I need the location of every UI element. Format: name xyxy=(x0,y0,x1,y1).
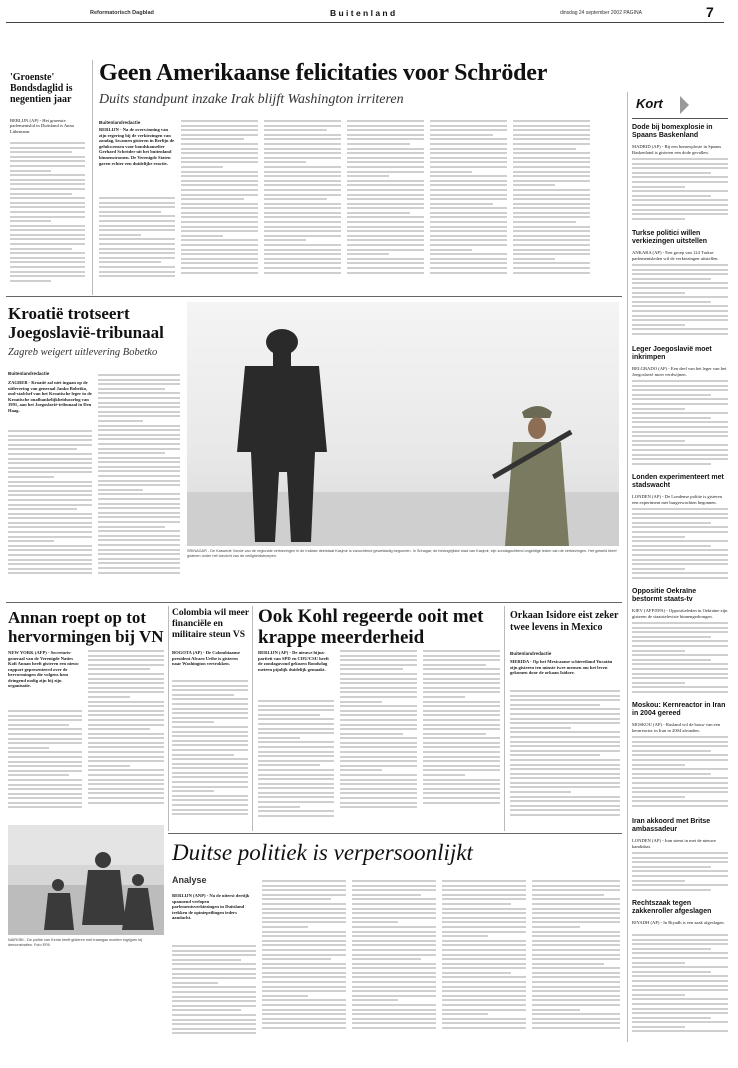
column-rule xyxy=(92,60,93,295)
kohl-lead: BERLIJN (AP) - De nieuwe bijna-pariteit van SPD en CDU/CSU heeft de zondagavond gekozen Bondsdag meteen pijnlijk duidelijk gemaakt. xyxy=(258,650,329,672)
kort-label-arrow-icon xyxy=(680,96,689,114)
kroatie-lead: ZAGREB - Kroatië zal niet ingaan op de uitlevering van generaal Janko Bobetko, oud-stafchef van het Kroatische leger in de Kroatische onafhankelijkheidsoorlog van 1991, aan het Joegoslavië-tribunaal in Den Haag. xyxy=(8,380,92,413)
kort-item-title: Rechtszaak tegen zakkenroller afgeslagen xyxy=(632,900,712,915)
section-rule xyxy=(6,602,622,603)
annan-lead: NEW YORK (AFP) - Secretaris-generaal van de Verenigde Naties Kofi Annan heeft gisteren een nieuw rapport gepresenteerd over de hervormingen die volgens hem dringend nodig zijn bij zijn organisatie. xyxy=(8,650,79,688)
main-lead-paragraph: BERLIJN - Na de overwinning van zijn regering bij de verkiezingen van zondag, kwamen gisteren in Berlijn de gelukwensen voor bondskanselier Gerhard Schröder uit het buitenland binnenstromen. De Verenigde Staten gaven echter een duidelijke reactie. xyxy=(99,127,175,166)
kort-item-body xyxy=(632,508,728,584)
kroatie-byline: Buitenlandredactie xyxy=(8,371,50,376)
kohl-headline: Ook Kohl regeerde ooit met krappe meerderheid xyxy=(258,606,484,648)
section-rule xyxy=(168,833,622,834)
colombia-body xyxy=(172,680,248,830)
kort-item-lead: LONDEN (AP) - Iran stemt in met de nieuwe kandidaat. xyxy=(632,838,716,849)
soldier-photo-caption: SRINAGAR - De Kaswede Vonde van de regionale verkiezingen in de Indiase deelstaat Kasjmir is vanochtend geweldadig begonnen. In Srinagar, de belangrijkste stad van Kasjmir, zijn zondagochtend ongeldige leden van de verkiezingen. Het geweld bleef gisteren onder het toezicht van de veiligheidstroepen. xyxy=(187,549,617,558)
main-body-col2 xyxy=(181,120,258,282)
orkaan-lead: MERIDA - Op het Mexicaanse schiereiland Yucatán zijn gisteren ten minste twee mensen om het leven gekomen door de orkaan Isidore. xyxy=(510,659,613,675)
column-rule xyxy=(504,606,505,831)
kort-item-body xyxy=(632,264,728,342)
header-newspaper-name: Reformatorisch Dagblad xyxy=(90,10,154,16)
kroatie-body-col1 xyxy=(8,430,92,590)
kort-item-body xyxy=(632,622,728,698)
duitse-section-label: Analyse xyxy=(172,875,207,885)
kroatie-body-col2 xyxy=(98,374,180,590)
soldier-photo xyxy=(187,302,619,546)
kort-item-lead: KIEV (AFP/EPA) - Oppositieleden in Oekraïne zijn gisteren de staatstelevisie binnengedrongen. xyxy=(632,608,728,619)
colombia-headline: Colombia wil meer financiële en militaire steun VS xyxy=(172,608,249,640)
column-rule xyxy=(252,606,253,831)
nairobi-photo xyxy=(8,825,164,935)
colombia-lead: BOGOTA (AP) - De Colombiaanse president Alvaro Uribe is gisteren naar Washington vertrokken. xyxy=(172,650,241,666)
kort-item-title: Moskou: Kernreactor in Iran in 2004 gereed xyxy=(632,702,726,717)
kort-item-lead: MOSKOU (AP) - Rusland wil de bouw van een kernreactor in Iran in 2004 afronden. xyxy=(632,722,721,733)
kort-item-title: Londen experimenteert met stadswacht xyxy=(632,474,724,489)
header-page-number: 7 xyxy=(706,4,714,20)
kort-item-lead: MADRID (AP) - Bij een bomexplosie in Spaans Baskenland is gisteren een dode gevallen. xyxy=(632,144,722,155)
orkaan-body xyxy=(510,690,620,830)
duitse-body-col1 xyxy=(172,945,256,1045)
kort-item-lead: LONDEN (AP) - De Londense politie is gisteren een experiment met burgerwachten begonnen. xyxy=(632,494,722,505)
soldier-photo-image xyxy=(187,302,619,546)
kort-item-title: Oppositie Oekraïne bestormt staats-tv xyxy=(632,588,697,603)
main-body-col3 xyxy=(264,120,341,282)
header-section-name: B u i t e n l a n d xyxy=(330,8,396,18)
sidebar-lead: BERLIJN (AP) - Het groenste parlementslid in Duitsland is Anna Lührmann. xyxy=(10,118,74,134)
main-body-col4 xyxy=(347,120,424,282)
duitse-body-col4 xyxy=(442,880,526,1045)
kort-item-lead: RIYADH (AP) - In Riyadh is een zaak afgeslagen. xyxy=(632,920,725,925)
header-date: dinsdag 24 september 2002 PAGINA xyxy=(560,10,642,16)
kort-item-body xyxy=(632,736,728,814)
kort-rule xyxy=(632,118,728,119)
main-body-col6 xyxy=(513,120,590,282)
kort-item-body xyxy=(632,852,728,896)
main-body-col1 xyxy=(99,197,175,282)
kort-item-lead: ANKARA (AP) - Een groep van 124 Turkse parlementsleden wil de verkiezingen uitstellen. xyxy=(632,250,719,261)
annan-body-col2 xyxy=(88,650,164,820)
annan-headline: Annan roept op tot hervormingen bij VN xyxy=(8,608,164,646)
kohl-body-col1 xyxy=(258,700,334,830)
kort-column-rule xyxy=(627,92,628,1042)
kort-item-title: Dode bij bomexplosie in Spaans Baskenland xyxy=(632,124,713,139)
header-rule xyxy=(6,22,724,23)
main-byline: Buitenlandredactie xyxy=(99,120,141,125)
nairobi-photo-caption: NAIROBI - De politie van Kenia heeft gisteren met traangas moeten ingrijpen bij demonstraties. Foto EPA xyxy=(8,938,143,947)
kohl-body-col3 xyxy=(423,650,500,830)
duitse-body-col2 xyxy=(262,880,346,1045)
sidebar-title: 'Groenste' Bondsdaglid is negentien jaar xyxy=(10,72,73,105)
column-rule xyxy=(168,606,169,831)
orkaan-byline: Buitenlandredactie xyxy=(510,651,552,656)
main-body-col5 xyxy=(430,120,507,282)
sidebar-body-text xyxy=(10,142,85,290)
kort-item-title: Iran akkoord met Britse ambassadeur xyxy=(632,818,711,833)
main-headline: Geen Amerikaanse felicitaties voor Schröder xyxy=(99,60,548,86)
kort-item-lead: BELGRADO (AP) - Een deel van het leger van het Joegoslavië moet verdwijnen. xyxy=(632,366,727,377)
nairobi-photo-image xyxy=(8,825,164,935)
kort-item-body xyxy=(632,380,728,470)
annan-body-col1 xyxy=(8,710,82,820)
kroatie-subheadline: Zagreb weigert uitlevering Bobetko xyxy=(8,347,158,358)
main-subheadline: Duits standpunt inzake Irak blijft Washington irriteren xyxy=(99,92,404,107)
kroatie-headline: Kroatië trotseert Joegoslavië-tribunaal xyxy=(8,304,164,342)
kort-item-title: Leger Joegoslavië moet inkrimpen xyxy=(632,346,712,361)
kort-label: Kort xyxy=(636,96,663,111)
kort-item-title: Turkse politici willen verkiezingen uitstellen xyxy=(632,230,708,245)
kohl-body-col2 xyxy=(340,650,417,830)
section-rule xyxy=(6,296,622,297)
kort-item-body xyxy=(632,158,728,226)
duitse-body-col5 xyxy=(532,880,620,1045)
orkaan-headline: Orkaan Isidore eist zeker twee levens in Mexico xyxy=(510,610,619,633)
duitse-lead: BERLIJN (ANP) - Na de uiterst dertijk spannend verlopen parlementsverkiezingen in Duitsland trekken de opiniepeilingen ieders aandacht. xyxy=(172,893,250,920)
duitse-body-col3 xyxy=(352,880,436,1045)
duitse-headline: Duitse politiek is verpersoonlijkt xyxy=(172,840,473,865)
kort-item-body xyxy=(632,934,728,1036)
